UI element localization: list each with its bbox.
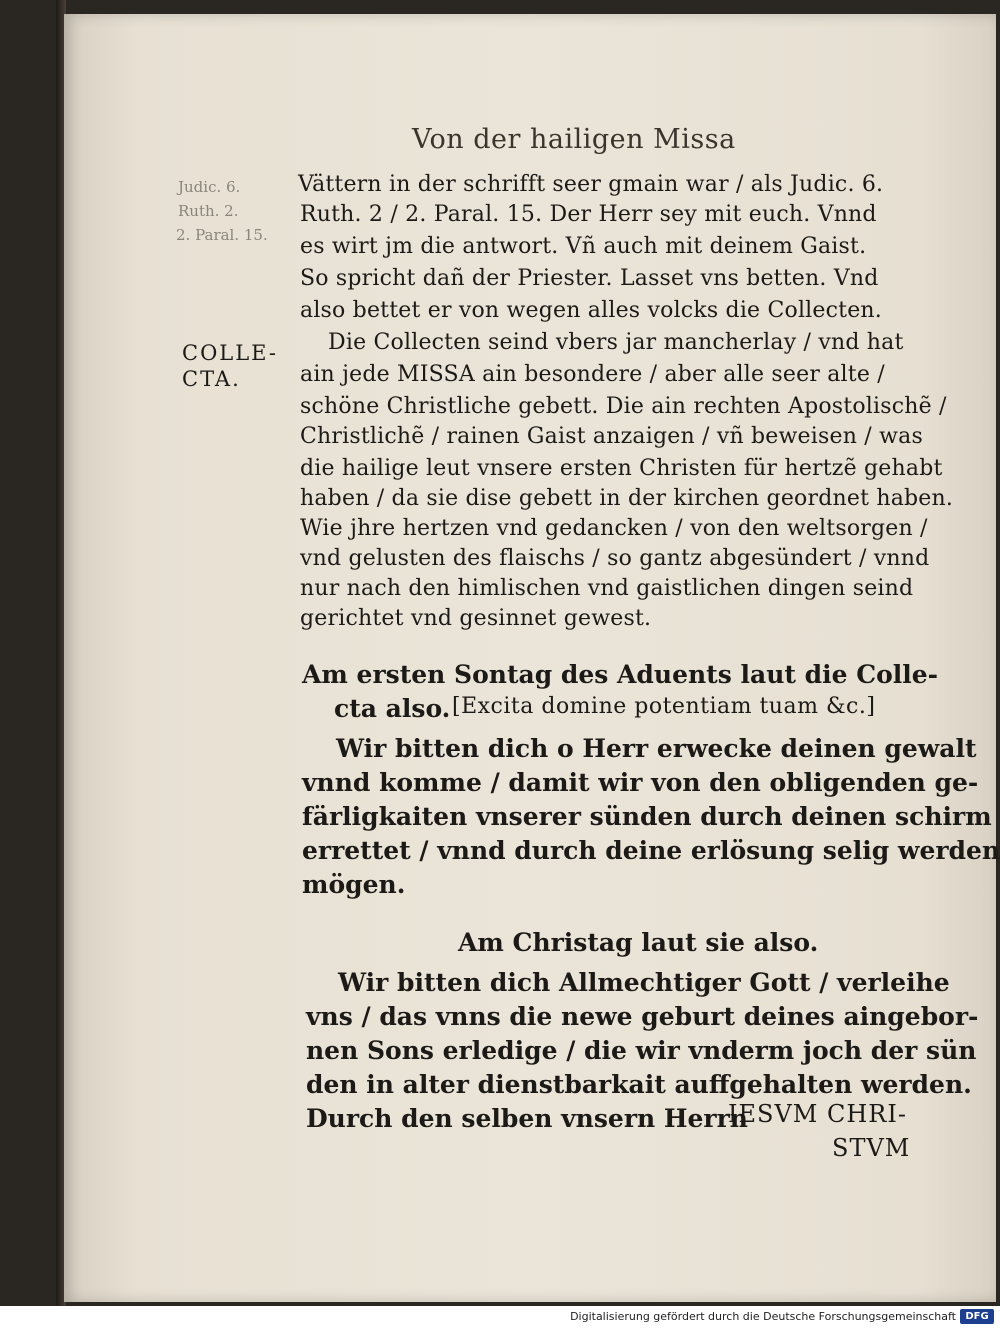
collect1-line: mögen. — [302, 870, 406, 899]
para2-line: Die Collecten seind vbers jar mancherlay / vnd hat — [328, 330, 904, 355]
para2-line: ain jede MISSA ain besondere / aber alle seer alte / — [300, 362, 885, 387]
para2-line: haben / da sie dise gebett in der kirchen geordnet haben. — [300, 486, 954, 511]
collect1-line: Wir bitten dich o Herr erwecke deinen gewalt — [336, 734, 977, 763]
collect1-line: färligkaiten vnserer sünden durch deinen schirm — [302, 802, 992, 831]
collect2-last-line: Durch den selben vnsern Herrn — [306, 1104, 748, 1133]
para1-line: es wirt jm die antwort. Vñ auch mit deinem Gaist. — [300, 234, 867, 259]
para2-line: Christlichẽ / rainen Gaist anzaigen / vñ beweisen / was — [300, 424, 923, 449]
collect1-line: vnnd komme / damit wir von den obligenden ge- — [302, 768, 979, 797]
para2-line: gerichtet vnd gesinnet gewest. — [300, 606, 652, 631]
para2-line: die hailige leut vnsere ersten Christen für hertzẽ gehabt — [300, 456, 943, 481]
margin-note-paral: 2. Paral. 15. — [176, 226, 268, 244]
collect2-latin-name-cont: STVM — [832, 1134, 911, 1162]
para1-line: also bettet er von wegen alles volcks die Collecten. — [300, 298, 882, 323]
running-head: Von der hailigen Missa — [412, 124, 736, 155]
footer-bar — [0, 1306, 1000, 1328]
collect2-line: vns / das vnns die newe geburt deines aingebor- — [306, 1002, 979, 1031]
funding-note: Digitalisierung gefördert durch die Deutsche Forschungsgemeinschaft — [570, 1310, 956, 1323]
collect2-line: nen Sons erledige / die wir vnderm joch der sün — [306, 1036, 977, 1065]
collect2-latin-name: IESVM CHRI- — [728, 1100, 907, 1128]
para2-line: schöne Christliche gebett. Die ain rechten Apostolischẽ / — [300, 394, 947, 419]
para2-line: Wie jhre hertzen vnd gedancken / von den weltsorgen / — [300, 516, 928, 541]
para2-line: vnd gelusten des flaischs / so gantz abgesündert / vnnd — [300, 546, 930, 571]
collect2-line: Wir bitten dich Allmechtiger Gott / verleihe — [338, 968, 950, 997]
collect-heading-christmas: Am Christag laut sie also. — [458, 928, 819, 957]
collect-incipit-latin: [Excita domine potentiam tuam &c.] — [452, 694, 876, 719]
collect2-line: den in alter dienstbarkait auffgehalten werden. — [306, 1070, 972, 1099]
para1-line: Vättern in der schrifft seer gmain war / als Judic. 6. — [298, 172, 884, 197]
para2-line: nur nach den himlischen vnd gaistlichen dingen seind — [300, 576, 914, 601]
margin-note-judic: Judic. 6. — [178, 178, 241, 196]
collect-heading-advent: Am ersten Sontag des Aduents laut die Colle- — [302, 660, 939, 689]
collect-heading-advent-cont: cta also. — [334, 694, 451, 723]
para1-line: So spricht dañ der Priester. Lasset vns betten. Vnd — [300, 266, 879, 291]
para1-line: Ruth. 2 / 2. Paral. 15. Der Herr sey mit euch. Vnnd — [300, 202, 877, 227]
dfg-logo: DFG — [960, 1309, 994, 1324]
margin-collecta-1: COLLE- — [182, 341, 278, 365]
margin-note-ruth: Ruth. 2. — [178, 202, 239, 220]
margin-collecta-2: CTA. — [182, 367, 241, 391]
collect1-line: errettet / vnnd durch deine erlösung selig werden — [302, 836, 1000, 865]
